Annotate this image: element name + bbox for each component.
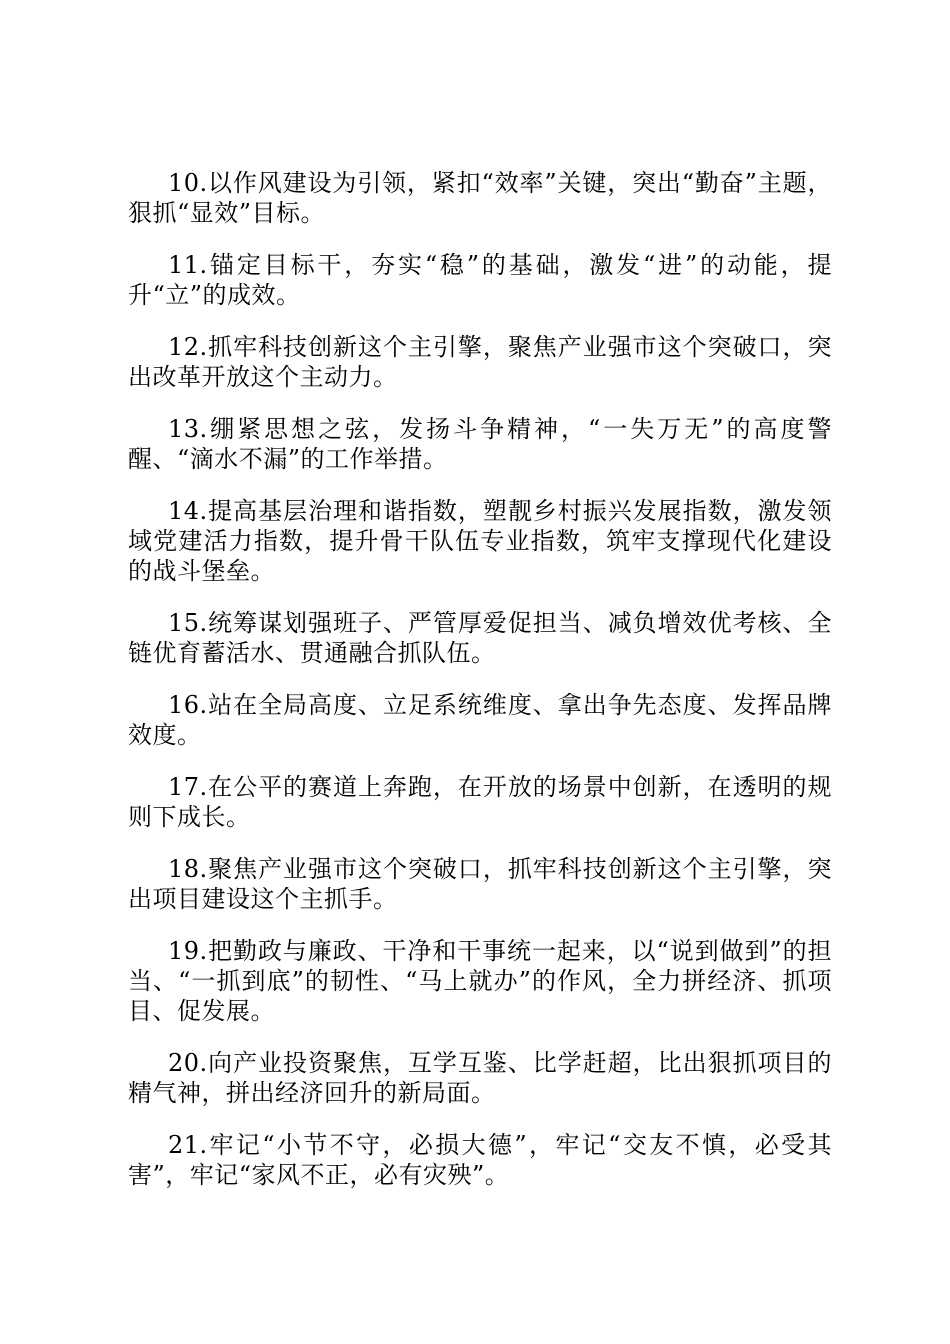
paragraph-18: 18.聚焦产业强市这个突破口，抓牢科技创新这个主引擎，突出项目建设这个主抓手。 [128, 855, 832, 913]
paragraph-12: 12.抓牢科技创新这个主引擎，聚焦产业强市这个突破口，突出改革开放这个主动力。 [128, 333, 832, 391]
paragraph-11: 11.锚定目标干，夯实“稳”的基础，激发“进”的动能，提升“立”的成效。 [128, 251, 832, 309]
paragraph-10: 10.以作风建设为引领，紧扣“效率”关键，突出“勤奋”主题，狠抓“显效”目标。 [128, 169, 832, 227]
paragraph-16: 16.站在全局高度、立足系统维度、拿出争先态度、发挥品牌效度。 [128, 691, 832, 749]
document-body [128, 168, 832, 1212]
paragraph-20: 20.向产业投资聚焦，互学互鉴、比学赶超，比出狠抓项目的精气神，拼出经济回升的新局面。 [128, 1049, 832, 1107]
paragraph-14: 14.提高基层治理和谐指数，塑靓乡村振兴发展指数，激发领域党建活力指数，提升骨干队伍专业指数，筑牢支撑现代化建设的战斗堡垒。 [128, 497, 832, 585]
paragraph-19: 19.把勤政与廉政、干净和干事统一起来，以“说到做到”的担当、“一抓到底”的韧性、“马上就办”的作风，全力拼经济、抓项目、促发展。 [128, 937, 832, 1025]
paragraph-15: 15.统筹谋划强班子、严管厚爱促担当、减负增效优考核、全链优育蓄活水、贯通融合抓队伍。 [128, 609, 832, 667]
paragraph-17: 17.在公平的赛道上奔跑，在开放的场景中创新，在透明的规则下成长。 [128, 773, 832, 831]
paragraph-21: 21.牢记“小节不守，必损大德”，牢记“交友不慎，必受其害”，牢记“家风不正，必有灾殃”。 [128, 1131, 832, 1189]
paragraph-13: 13.绷紧思想之弦，发扬斗争精神，“一失万无”的高度警醒、“滴水不漏”的工作举措。 [128, 415, 832, 473]
